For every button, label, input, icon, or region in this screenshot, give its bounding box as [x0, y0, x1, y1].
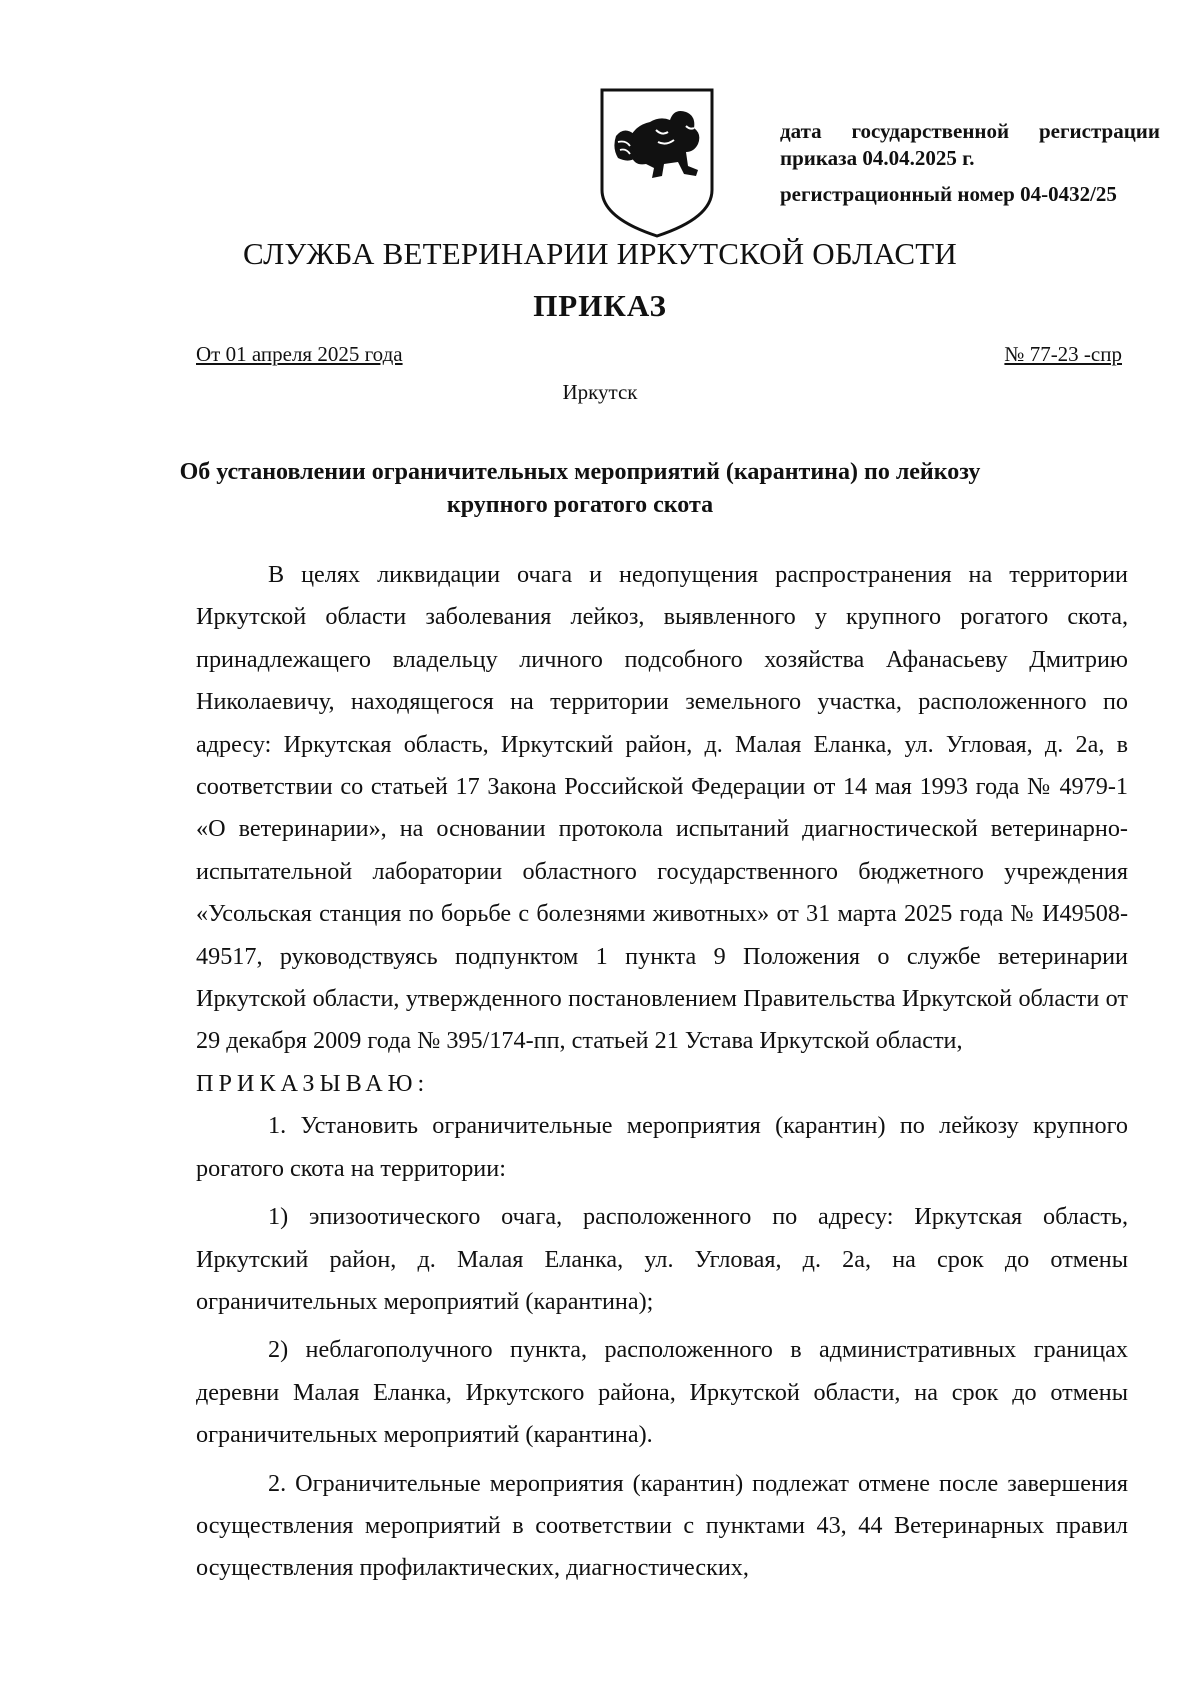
document-city: Иркутск — [562, 380, 638, 404]
order-word: ПРИКАЗЫВАЮ: — [196, 1069, 430, 1097]
item-1-2: 2) неблагополучного пункта, расположенного в административных границах деревни Малая Еланка, Иркутского района, Иркутской области, на срок до отмены ограничительных мероприятий (карантина). — [196, 1336, 1128, 1449]
document-subject: Об установлении ограничительных мероприятий (карантина) по лейкозу крупного рогатого скота — [179, 459, 981, 518]
babr-emblem-icon — [598, 86, 716, 238]
item-1: 1. Установить ограничительные мероприятия (карантин) по лейкозу крупного рогатого скота на территории: — [196, 1112, 1128, 1182]
document-type: ПРИКАЗ — [533, 288, 667, 323]
item-2: 2. Ограничительные мероприятия (карантин) подлежат отмене после завершения осуществления мероприятий в соответствии с пунктами 43, 44 Ветеринарных правил осуществления профилактических, диагностических, — [196, 1469, 1128, 1582]
registration-number: регистрационный номер 04-0432/25 — [780, 182, 1117, 206]
preamble-paragraph: В целях ликвидации очага и недопущения распространения на территории Иркутской области заболевания лейкоз, выявленного у крупного рогатого скота, принадлежащего владельцу личного подсобного хозяйства Афанасьеву Дмитрию Николаевичу, находящегося на территории земельного участка, расположенного по адресу: Иркутская область, Иркутский район, д. Малая Еланка, ул. Угловая, д. 2а, в соответствии со статьей 17 Закона Российской Федерации от 14 мая 1993 года № 4979-1 «О ветеринарии», на основании протокола испытаний диагностической ветеринарно-испытательной лаборатории областного государственного бюджетного учреждения «Усольская станция по борьбе с болезнями животных» от 31 марта 2025 года № И49508-49517, руководствуясь подпунктом 1 пункта 9 Положения о службе ветеринарии Иркутской области, утвержденного постановлением Правительства Иркутской области от 29 декабря 2009 года № 395/174-пп, статьей 21 Устава Иркутской области, — [196, 561, 1128, 1055]
organization-title: СЛУЖБА ВЕТЕРИНАРИИ ИРКУТСКОЙ ОБЛАСТИ — [243, 236, 957, 271]
registration-block — [780, 118, 1160, 208]
coat-of-arms-emblem — [598, 86, 716, 238]
document-date: От 01 апреля 2025 года — [196, 342, 403, 366]
registration-date-line-1: дата государственной регистрации — [780, 119, 1160, 143]
registration-date-line-2: приказа 04.04.2025 г. — [780, 146, 975, 170]
document-number: № 77-23 -спр — [1004, 342, 1122, 366]
document-body — [196, 554, 1128, 1590]
item-1-1: 1) эпизоотического очага, расположенного по адресу: Иркутская область, Иркутский район, д. Малая Еланка, ул. Угловая, д. 2а, на срок до отмены ограничительных мероприятий (карантина); — [196, 1203, 1128, 1315]
